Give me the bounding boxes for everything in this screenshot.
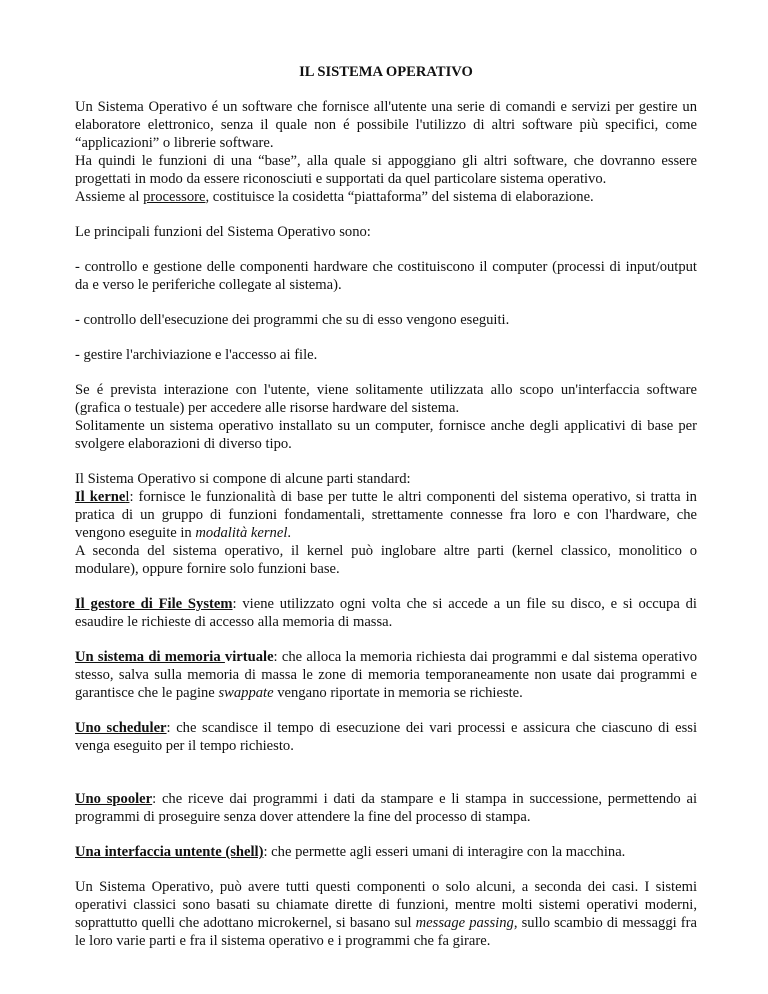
scheduler-desc: : che scandisce il tempo di esecuzione dei vari processi e assicura che ciascuno di essi venga eseguito per il tempo richiesto. [75,720,697,754]
intro-line-1: Un Sistema Operativo é un software che fornisce all'utente una serie di comandi e servizi per gestire un elaboratore elettronico, senza il quale non é possibile l'utilizzo di altri software più specifici, come “applicazioni” o librerie software. [75,99,697,151]
kernel-term-end: l [125,489,130,505]
shell-desc: : che permette agli esseri umani di interagire con la macchina. [263,844,626,860]
intro-text: , costituisce la cosidetta “piattaforma” del sistema di elaborazione. [205,189,594,205]
interface-paragraph [75,381,697,453]
spooler-desc: : che riceve dai programmi i dati da stampare e li stampa in successione, permettendo ai programmi di proseguire senza dover attendere la fine del processo di stampa. [75,791,697,825]
kernel-desc: : fornisce le funzionalità di base per tutte le altri componenti del sistema operativo, si tratta in pratica di un gruppo di funzioni fondamentali, strettamente connesse fra loro e con l'hardware, che vengono eseguite in [75,489,697,541]
scheduler-term: Uno scheduler [75,720,167,736]
message-passing-term: message passing [415,915,514,931]
parts-intro: Il Sistema Operativo si compone di alcune parti standard: [75,471,411,487]
vmemory-paragraph [75,648,697,702]
intro-paragraph [75,98,697,206]
spooler-term: Uno spooler [75,791,153,807]
closing-text: Un Sistema Operativo, può avere tutti questi componenti o solo alcuni, a seconda dei casi. I sistemi operativi classici sono basati su chiamate dirette di funzioni, mentre molti sistemi operativi moderni, soprattutto quelli che adottano microkernel, si basano sul [75,879,697,931]
filesystem-paragraph [75,595,697,631]
shell-term: Una interfaccia untente (shell) [75,844,264,860]
functions-intro: Le principali funzioni del Sistema Operativo sono: [75,224,371,240]
intro-text: Assieme al [75,189,144,205]
closing-text-end: , sullo scambio di messaggi fra le loro varie parti e fra il sistema operativo e i programmi che fa girare. [75,915,697,949]
kernel-mode: modalità kernel [195,525,288,541]
function-item: - controllo dell'esecuzione dei programmi che su di esso vengono eseguiti. [75,312,510,328]
kernel-line [75,488,697,542]
vmemory-desc-end: vengano riportate in memoria se richieste. [273,685,523,701]
intro-line-3 [75,188,697,206]
function-item: - gestire l'archiviazione e l'accesso ai file. [75,347,318,363]
vmemory-desc: : che alloca la memoria richiesta dai programmi e dal sistema operativo stesso, salva sulla memoria di massa le zone di memoria temporaneamente non usate dai programmi e garantisce che le pagine [75,649,697,701]
kernel-term: Il kerne [75,489,126,505]
intro-line-2: Ha quindi le funzioni di una “base”, alla quale si appoggiano gli altri software, che dovranno essere progettati in modo da essere riconosciuti e supportati da quel particolare sistema operativo. [75,153,697,187]
processore-link[interactable]: processore [143,189,206,205]
spooler-paragraph [75,790,697,826]
interface-line-1: Se é prevista interazione con l'utente, viene solitamente utilizzata allo scopo un'interfaccia software (grafica o testuale) per accedere alle risorse hardware del sistema. [75,382,697,416]
page-title: IL SISTEMA OPERATIVO [299,64,473,80]
filesystem-desc: : viene utilizzato ogni volta che si accede a un file su disco, e si occupa di esaudire le richieste di accesso alla memoria di massa. [75,596,697,630]
vmemory-term: Un sistema di memoria [75,649,225,665]
scheduler-paragraph [75,719,697,755]
shell-paragraph [75,843,697,861]
swappate-term: swappate [218,685,274,701]
kernel-line-2: A seconda del sistema operativo, il kernel può inglobare altre parti (kernel classico, monolitico o modulare), oppure fornire solo funzioni base. [75,543,697,577]
closing-paragraph [75,878,697,950]
vmemory-term-end: virtuale [224,649,274,665]
filesystem-term: Il gestore di File System [75,596,233,612]
function-item: - controllo e gestione delle componenti hardware che costituiscono il computer (processi di input/output da e verso le periferiche collegate al sistema). [75,259,697,293]
kernel-paragraph [75,470,697,578]
interface-line-2: Solitamente un sistema operativo installato su un computer, fornisce anche degli applicativi di base per svolgere elaborazioni di diverso tipo. [75,418,697,452]
kernel-desc-end: . [287,525,292,541]
